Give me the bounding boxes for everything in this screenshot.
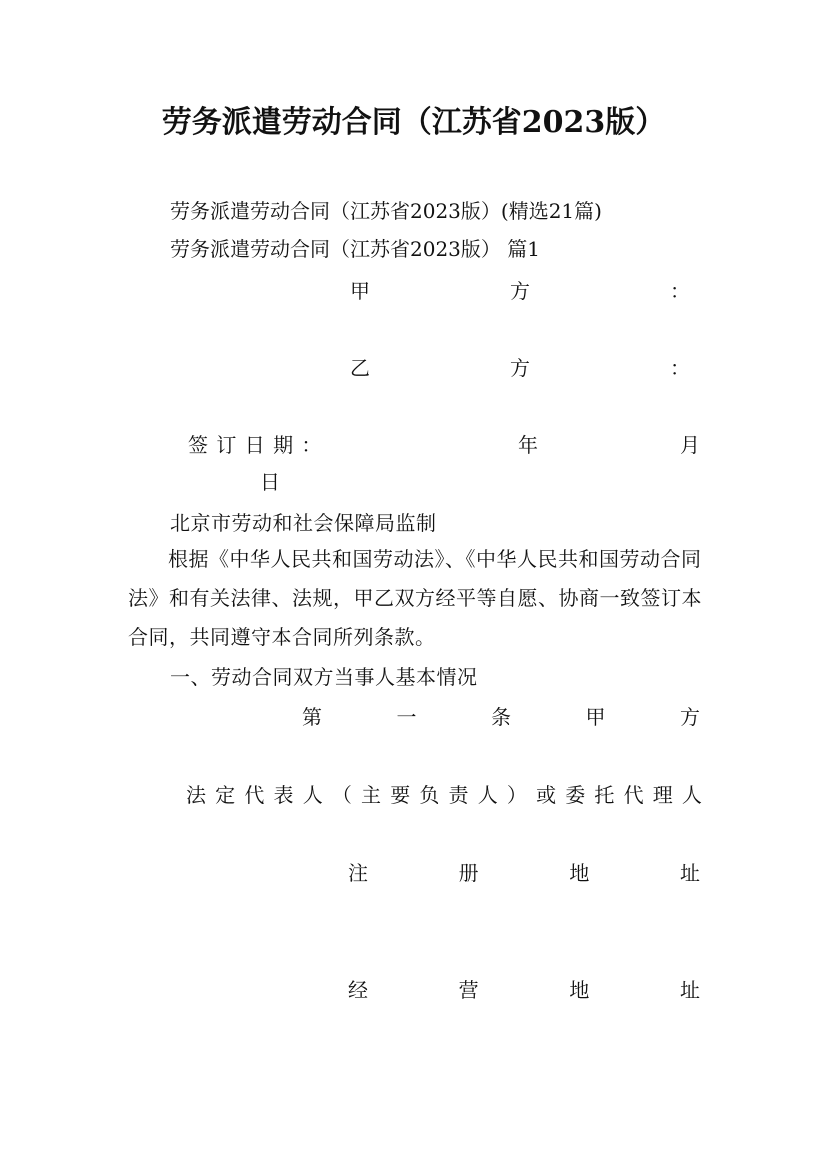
legal-representative-char: 人 xyxy=(302,783,323,807)
party-a-char-1: 甲 xyxy=(350,279,370,303)
article-one-char-3: 条 xyxy=(491,705,511,729)
sign-date-label: 签 订 日 期 ： xyxy=(188,433,323,457)
party-a-char-2: 方 xyxy=(510,279,530,303)
legal-representative-char: 定 xyxy=(215,783,236,807)
party-b-char-1: 乙 xyxy=(350,356,370,380)
legal-representative-char: 表 xyxy=(273,783,294,807)
business-address-char-2: 营 xyxy=(458,978,479,1002)
collection-subtitle: 劳务派遣劳动合同（江苏省2023版）(精选21篇) xyxy=(170,199,602,223)
party-a-row xyxy=(350,276,690,306)
party-b-row xyxy=(350,353,690,383)
article-one-row xyxy=(302,702,700,732)
registered-address-char-1: 注 xyxy=(348,861,368,885)
legal-representative-char: 委 xyxy=(565,783,586,807)
business-address-char-1: 经 xyxy=(348,978,368,1002)
section-one-heading: 一、劳动合同双方当事人基本情况 xyxy=(170,665,478,689)
party-b-colon: ： xyxy=(670,356,690,380)
legal-representative-char: 理 xyxy=(652,783,673,807)
legal-representative-char: 托 xyxy=(594,783,615,807)
chapter-subtitle: 劳务派遣劳动合同（江苏省2023版） 篇1 xyxy=(170,237,540,261)
document-title: 劳务派遣劳动合同（江苏省2023版） xyxy=(161,105,666,140)
legal-representative-char: 人 xyxy=(681,783,702,807)
article-one-char-4: 甲 xyxy=(585,705,606,729)
party-b-char-2: 方 xyxy=(510,356,530,380)
registered-address-char-2: 册 xyxy=(458,861,479,885)
legal-representative-row xyxy=(186,780,702,810)
article-one-char-1: 第 xyxy=(302,705,322,729)
supervisor-line: 北京市劳动和社会保障局监制 xyxy=(170,511,437,535)
legal-representative-char: 法 xyxy=(186,783,206,807)
sign-date-day: 日 xyxy=(260,470,280,494)
registered-address-char-4: 址 xyxy=(679,861,700,885)
legal-representative-char: （ xyxy=(331,783,352,807)
legal-representative-char: 负 xyxy=(419,783,440,807)
legal-representative-char: 代 xyxy=(623,783,644,807)
article-one-char-5: 方 xyxy=(680,705,700,729)
legal-representative-char: 人 xyxy=(477,783,498,807)
party-a-colon: ： xyxy=(670,279,690,303)
business-address-char-3: 地 xyxy=(569,978,590,1002)
legal-representative-char: 责 xyxy=(448,783,469,807)
article-one-char-2: 一 xyxy=(396,705,417,729)
legal-representative-char: 代 xyxy=(244,783,265,807)
business-address-char-4: 址 xyxy=(679,978,700,1002)
legal-representative-char: 主 xyxy=(361,783,382,807)
business-address-row xyxy=(348,975,700,1005)
legal-representative-char: 要 xyxy=(390,783,411,807)
legal-representative-char: 或 xyxy=(536,783,557,807)
sign-date-month: 月 xyxy=(680,433,700,457)
intro-paragraph: 根据《中华人民共和国劳动法》、《中华人民共和国劳动合同法》和有关法律、法规，甲乙双方经平等自愿、协商一致签订本合同，共同遵守本合同所列条款。 xyxy=(128,547,702,649)
legal-representative-char: ） xyxy=(506,783,527,807)
sign-date-year: 年 xyxy=(518,433,538,457)
registered-address-char-3: 地 xyxy=(569,861,590,885)
registered-address-row xyxy=(348,858,700,888)
